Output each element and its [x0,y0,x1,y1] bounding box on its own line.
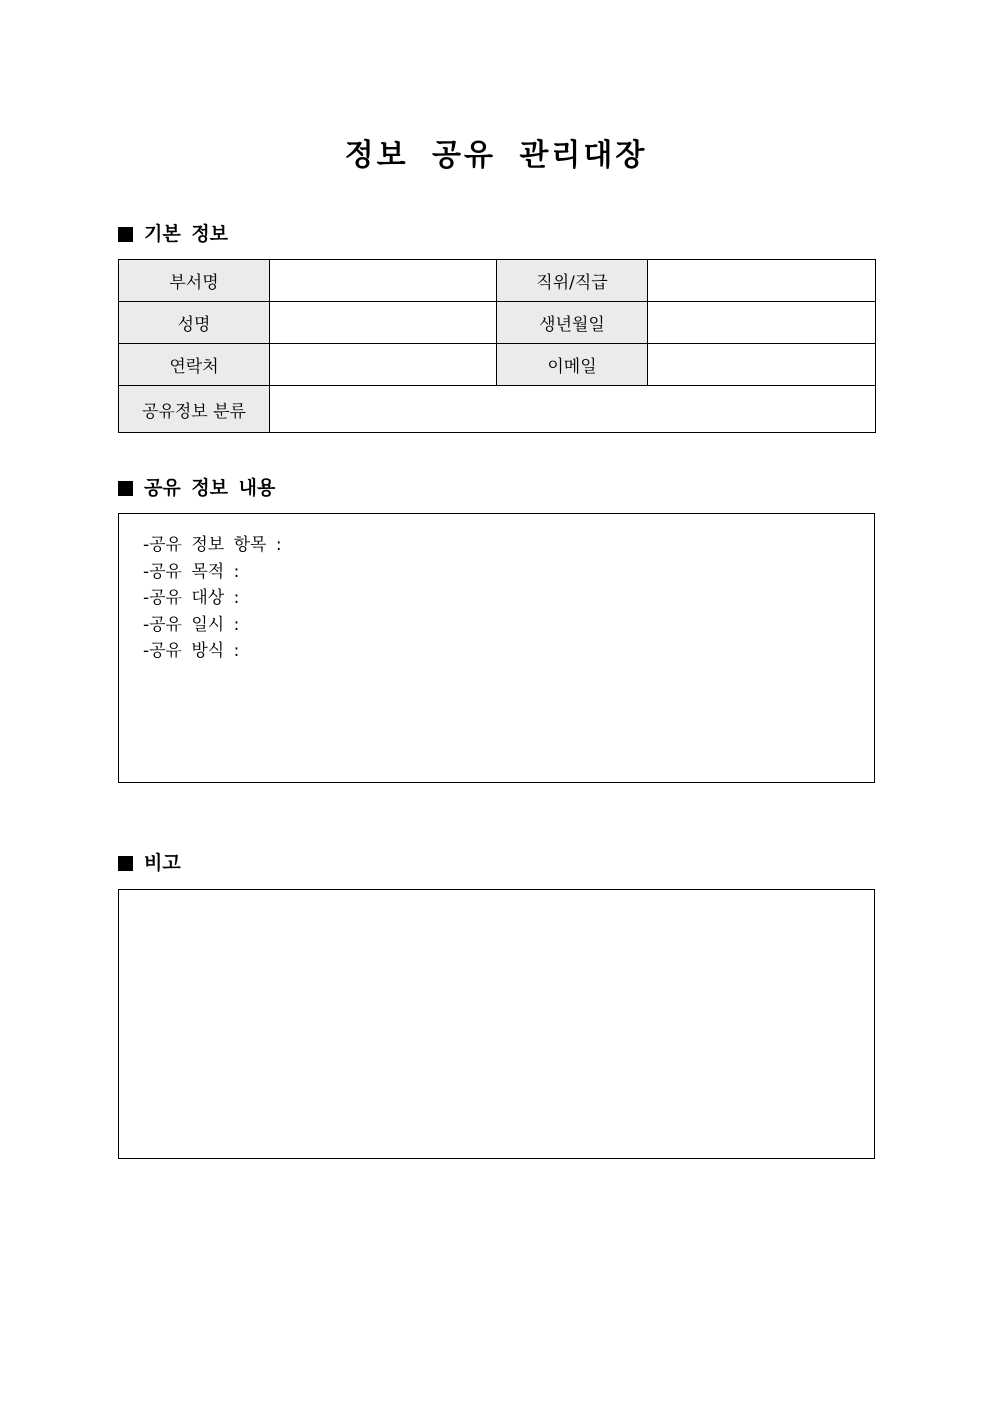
square-bullet-icon [118,227,133,242]
section-heading-label: 비고 [144,852,181,874]
share-content-box[interactable] [118,513,875,783]
basic-info-table [118,259,876,433]
email-field[interactable] [648,344,876,386]
section-heading-label: 공유 정보 내용 [144,477,276,499]
share-date-line: -공유 일시 : [143,614,240,635]
department-label: 부서명 [119,260,270,302]
square-bullet-icon [118,481,133,496]
table-row [119,302,876,344]
share-purpose-line: -공유 목적 : [143,561,240,582]
table-row [119,344,876,386]
section-heading-basic-info [118,221,228,247]
name-field[interactable] [270,302,497,344]
department-field[interactable] [270,260,497,302]
name-label: 성명 [119,302,270,344]
table-row [119,386,876,433]
square-bullet-icon [118,856,133,871]
share-method-line: -공유 방식 : [143,641,240,662]
share-target-line: -공유 대상 : [143,588,240,609]
position-label: 직위/직급 [497,260,648,302]
contact-label: 연락처 [119,344,270,386]
birthdate-label: 생년월일 [497,302,648,344]
email-label: 이메일 [497,344,648,386]
birthdate-field[interactable] [648,302,876,344]
position-field[interactable] [648,260,876,302]
section-heading-share-content [118,475,275,501]
contact-field[interactable] [270,344,497,386]
category-label: 공유정보 분류 [119,386,270,433]
section-heading-notes [118,850,181,876]
notes-box[interactable] [118,889,875,1159]
document-title: 정보 공유 관리대장 [344,138,648,173]
table-row [119,260,876,302]
category-field[interactable] [270,386,876,433]
share-content-lines [143,532,282,665]
section-heading-label: 기본 정보 [144,223,229,245]
share-item-line: -공유 정보 항목 : [143,535,282,555]
